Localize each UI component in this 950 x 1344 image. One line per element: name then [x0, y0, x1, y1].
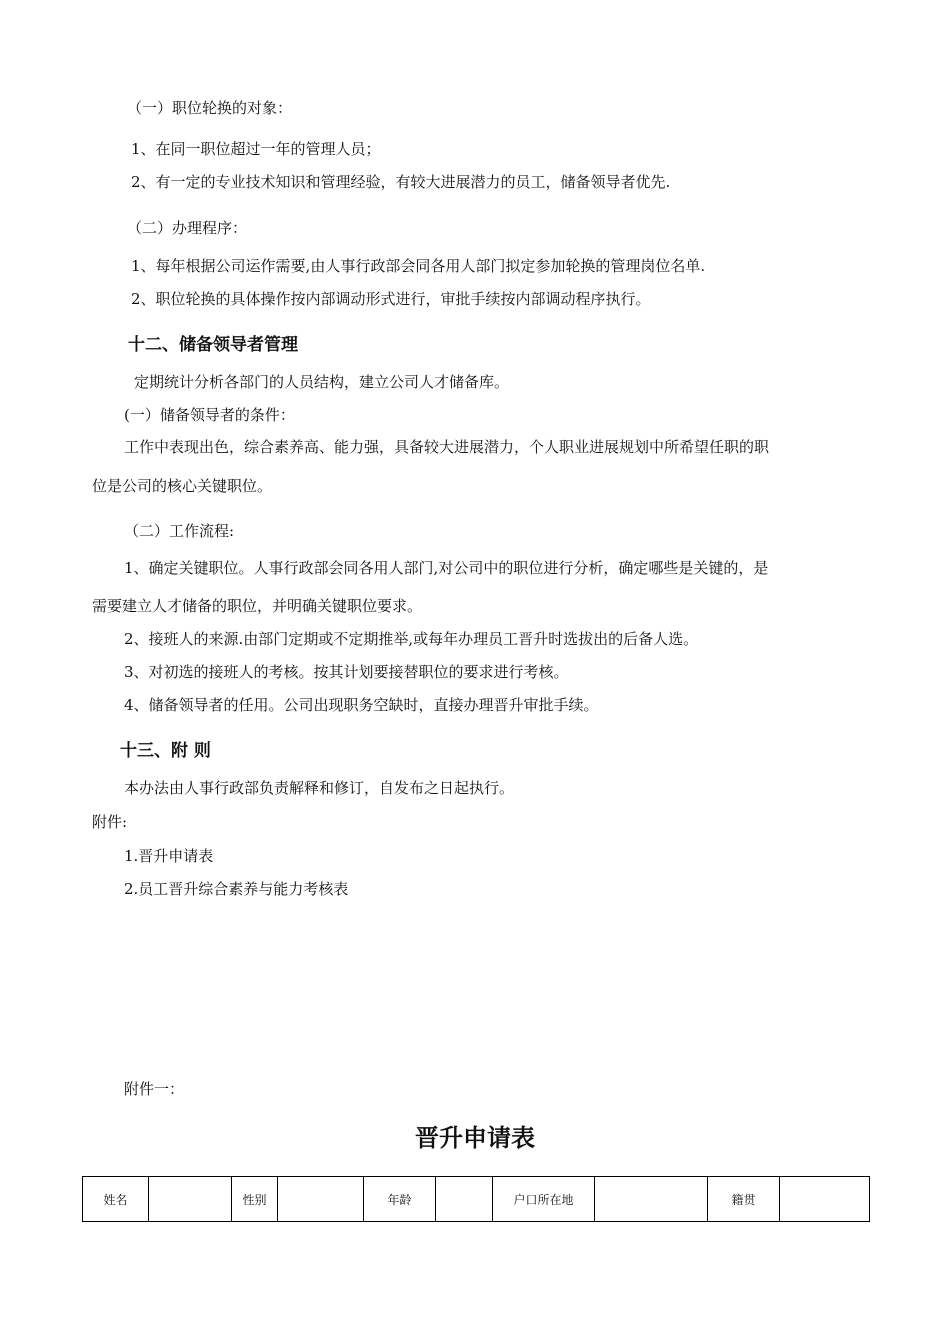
appendix-label: 附件一： [124, 1080, 185, 1098]
section-12-intro: 定期统计分析各部门的人员结构，建立公司人才储备库。 [134, 373, 510, 391]
origin-value-cell[interactable] [780, 1177, 870, 1222]
promotion-application-table [82, 1176, 870, 1222]
workflow-item: 4、储备领导者的任用。公司出现职务空缺时，直接办理晋升审批手续。 [124, 696, 599, 714]
table-row [83, 1177, 870, 1222]
form-title: 晋升申请表 [415, 1124, 535, 1152]
list-item: 2、有一定的专业技术知识和管理经验，有较大进展潜力的员工，储备领导者优先. [131, 173, 671, 191]
age-label: 年龄 [364, 1177, 436, 1222]
conditions-text: 工作中表现出色，综合素养高、能力强，具备较大进展潜力，个人职业进展规划中所希望任职的职 [124, 438, 770, 456]
origin-label: 籍贯 [708, 1177, 780, 1222]
attachments-label: 附件: [92, 813, 128, 831]
section-13-title: 十三、附 则 [120, 741, 211, 761]
attachment-item: 1.晋升申请表 [124, 847, 214, 865]
household-value-cell[interactable] [595, 1177, 708, 1222]
gender-label: 性别 [232, 1177, 278, 1222]
workflow-heading: （二）工作流程: [124, 522, 235, 540]
workflow-item: 3、对初选的接班人的考核。按其计划要接替职位的要求进行考核。 [124, 663, 569, 681]
household-label: 户口所在地 [493, 1177, 595, 1222]
workflow-item-continued: 需要建立人才储备的职位，并明确关键职位要求。 [92, 597, 423, 615]
conditions-text-continued: 位是公司的核心关键职位。 [92, 477, 273, 495]
attachment-item: 2.员工晋升综合素养与能力考核表 [124, 880, 349, 898]
age-value-cell[interactable] [436, 1177, 493, 1222]
rotation-targets-heading: （一）职位轮换的对象： [127, 99, 293, 117]
list-item: 1、每年根据公司运作需要,由人事行政部会同各用人部门拟定参加轮换的管理岗位名单. [131, 257, 706, 275]
procedure-heading: （二）办理程序： [127, 219, 248, 237]
name-value-cell[interactable] [149, 1177, 232, 1222]
section-12-title: 十二、储备领导者管理 [128, 335, 298, 355]
section-13-text: 本办法由人事行政部负责解释和修订，自发布之日起执行。 [124, 779, 515, 797]
gender-value-cell[interactable] [278, 1177, 364, 1222]
list-item: 2、职位轮换的具体操作按内部调动形式进行，审批手续按内部调动程序执行。 [131, 290, 651, 308]
list-item: 1、在同一职位超过一年的管理人员； [131, 140, 381, 158]
name-label: 姓名 [83, 1177, 149, 1222]
workflow-item: 2、接班人的来源.由部门定期或不定期推举,或每年办理员工晋升时选拔出的后备人选。 [124, 630, 699, 648]
workflow-item: 1、确定关键职位。人事行政部会同各用人部门,对公司中的职位进行分析，确定哪些是关键的，是 [124, 559, 769, 577]
conditions-heading: (一）储备领导者的条件： [124, 406, 295, 424]
